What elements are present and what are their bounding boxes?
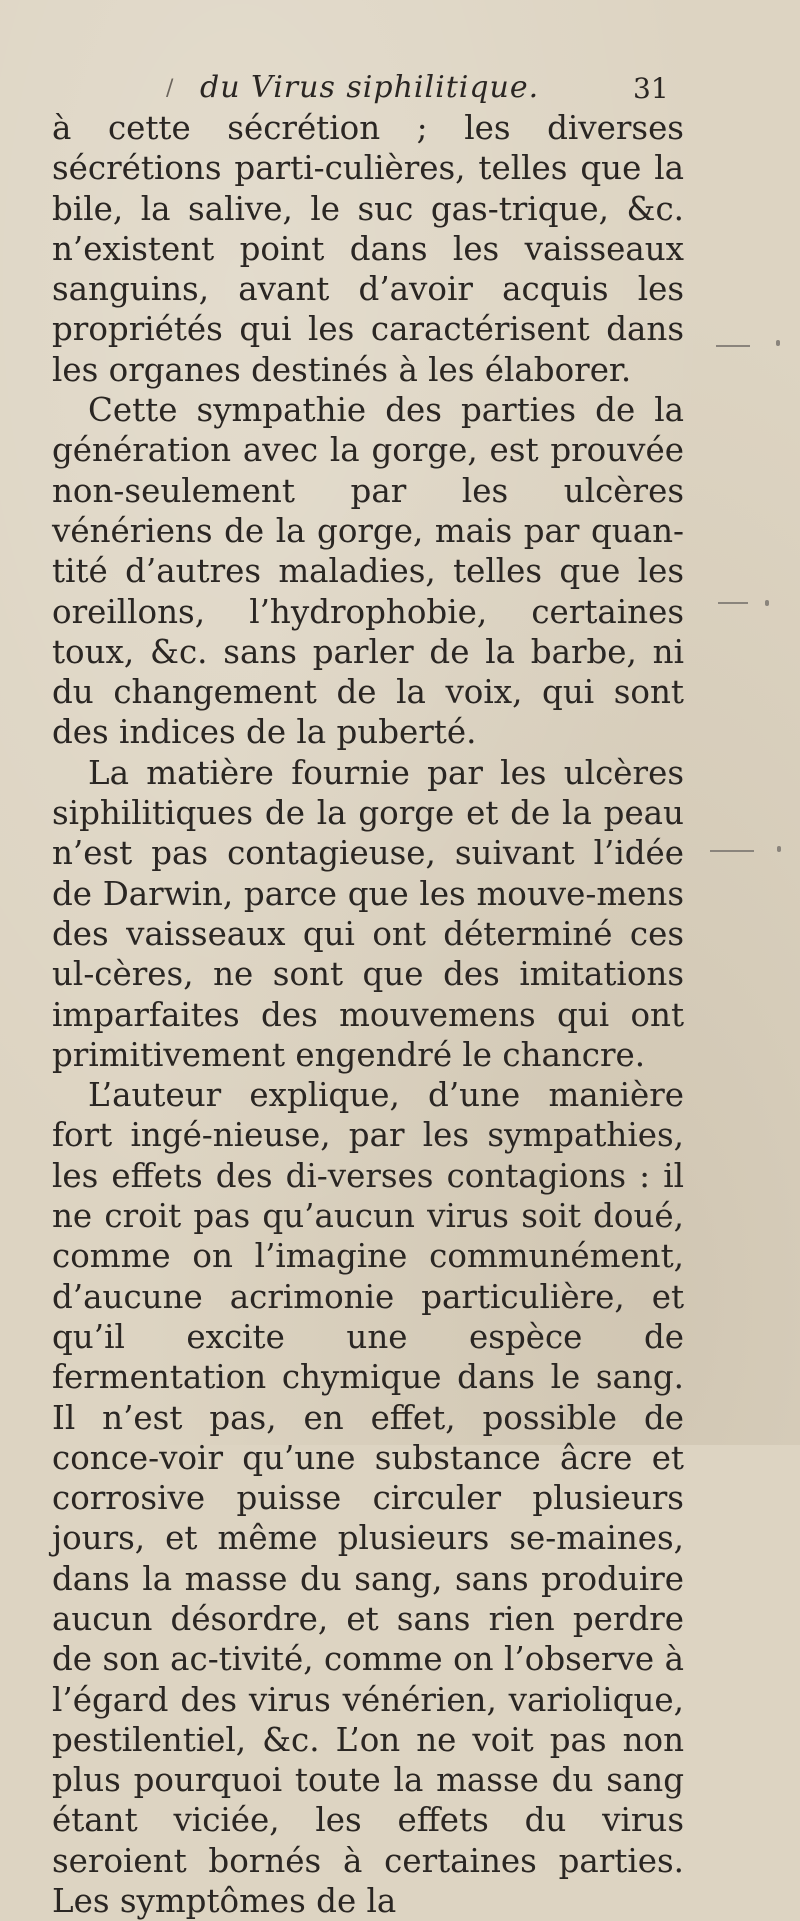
margin-dot-2 bbox=[765, 600, 769, 606]
margin-mark-3 bbox=[710, 850, 754, 852]
margin-mark-1 bbox=[716, 345, 750, 347]
page-header bbox=[0, 70, 800, 110]
page-number: 31 bbox=[633, 72, 669, 105]
body-text bbox=[52, 108, 684, 1921]
paragraph-2: Cette sympathie des parties de la génération avec la gorge, est prouvée non-seulement par les ulcères vénériens de la gorge, mais par quan-tité d’autres maladies, telles que les oreillons, l’hydrophobie, certaines toux, &c. sans parler de la barbe, ni du changement de la voix, qui sont des indices de la puberté. bbox=[52, 391, 684, 752]
header-tick-mark: / bbox=[166, 76, 174, 101]
paragraph-1: à cette sécrétion ; les diverses sécrétions parti-culières, telles que la bile, la salive, le suc gas-trique, &c. n’existent point dans les vaisseaux sanguins, avant d’avoir acquis les propriétés qui les caractérisent dans les organes destinés à les élaborer. bbox=[52, 109, 684, 389]
margin-mark-2 bbox=[718, 602, 748, 604]
running-title: du Virus siphilitique. bbox=[200, 70, 540, 105]
paragraph-4: L’auteur explique, d’une manière fort ingé-nieuse, par les sympathies, les effets des di-verses contagions : il ne croit pas qu’aucun virus soit doué, comme on l’imagine communément, d’aucune acrimonie particulière, et qu’il excite une espèce de fermentation chymique dans le sang. Il n’est pas, en effet, possible de conce-voir qu’une substance âcre et corrosive puisse circuler plusieurs jours, et même plusieurs se-maines, dans la masse du sang, sans produire aucun désordre, et sans rien perdre de son ac-tivité, comme on l’observe à l’égard des virus vénérien, variolique, pestilentiel, &c. L’on ne voit pas non plus pourquoi toute la masse du sang étant viciée, les effets du virus seroient bornés à certaines parties. Les symptômes de la bbox=[52, 1076, 684, 1921]
paragraph-3: La matière fournie par les ulcères siphilitiques de la gorge et de la peau n’est pas contagieuse, suivant l’idée de Darwin, parce que les mouve-mens des vaisseaux qui ont déterminé ces ul-cères, ne sont que des imitations imparfaites des mouvemens qui ont primitivement engendré le chancre. bbox=[52, 753, 684, 1074]
margin-dot-3 bbox=[777, 846, 781, 852]
margin-dot-1 bbox=[776, 340, 780, 346]
